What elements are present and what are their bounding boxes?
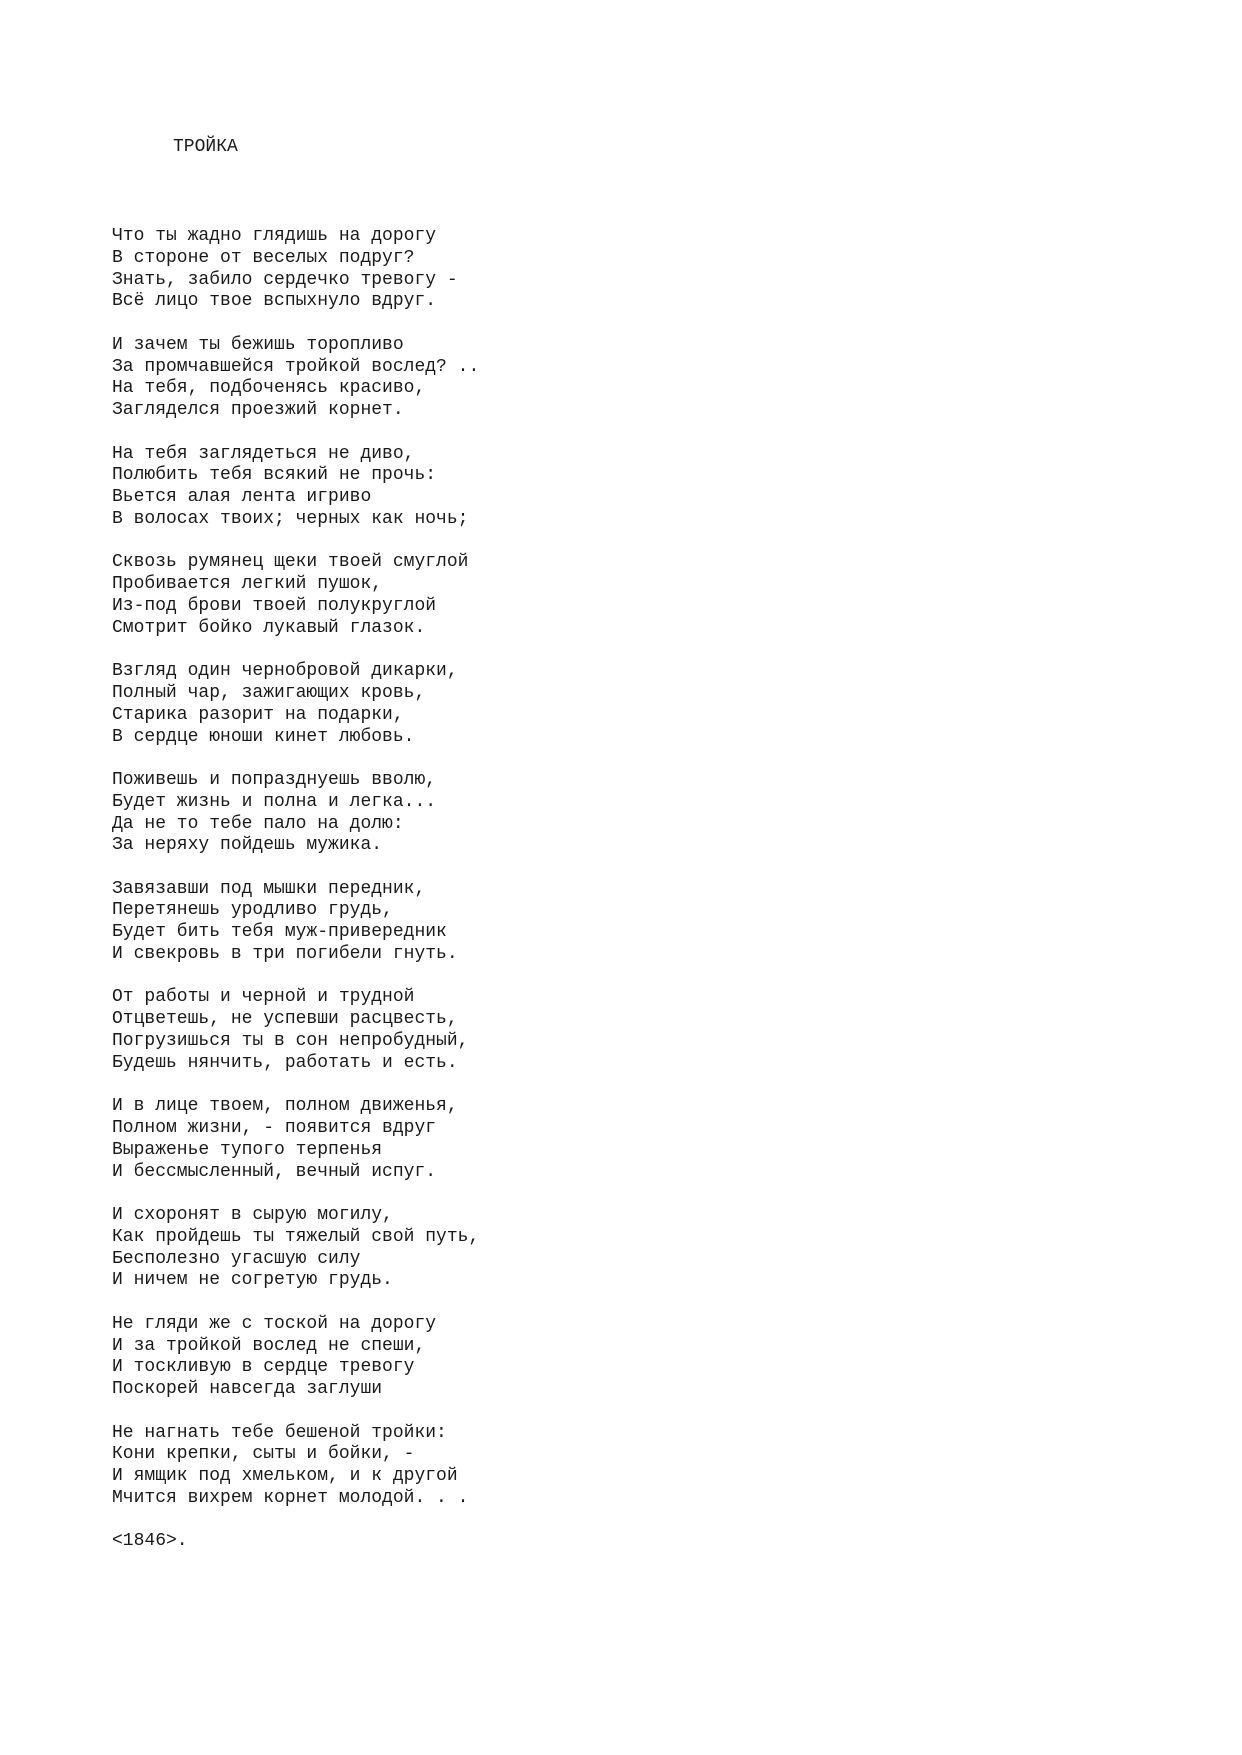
poem-line: На тебя заглядеться не диво, bbox=[112, 443, 415, 464]
poem-line: И за тройкой вослед не спеши, bbox=[112, 1335, 426, 1356]
poem-line: Погрузишься ты в сон непробудный, bbox=[112, 1031, 469, 1052]
poem-line: И ничем не согретую грудь. bbox=[112, 1270, 393, 1291]
poem-line: Что ты жадно глядишь на дорогу bbox=[112, 226, 437, 246]
poem-line: На тебя, подбоченясь красиво, bbox=[112, 378, 426, 399]
poem-line: Как пройдешь ты тяжелый свой путь, bbox=[112, 1226, 480, 1247]
stanza bbox=[112, 1096, 812, 1183]
poem-title: ТРОЙКА bbox=[173, 137, 238, 157]
poem-line: Будет бить тебя муж-привередник bbox=[112, 922, 447, 943]
poem-line: Не нагнать тебе бешеной тройки: bbox=[112, 1422, 447, 1443]
poem-line: Знать, забило сердечко тревогу - bbox=[112, 269, 458, 290]
poem-line: Отцветешь, не успевши расцвесть, bbox=[112, 1009, 458, 1030]
poem-line: Из-под брови твоей полукруглой bbox=[112, 595, 437, 616]
poem-line: Всё лицо твое вспыхнуло вдруг. bbox=[112, 291, 437, 312]
poem-line: Пробивается легкий пушок, bbox=[112, 574, 383, 595]
poem-line: Да не то тебе пало на долю: bbox=[112, 813, 404, 834]
poem-line: От работы и черной и трудной bbox=[112, 987, 415, 1008]
poem-body bbox=[112, 226, 812, 1553]
poem-line: И бессмысленный, вечный испуг. bbox=[112, 1161, 437, 1182]
poem-line: Бесполезно угасшую силу bbox=[112, 1248, 361, 1269]
poem-line: Полном жизни, - появится вдруг bbox=[112, 1118, 437, 1139]
stanza bbox=[112, 226, 812, 313]
stanza bbox=[112, 1314, 812, 1401]
stanza bbox=[112, 1423, 812, 1510]
poem-line: Поживешь и попразднуешь вволю, bbox=[112, 769, 437, 790]
poem-line: В сердце юноши кинет любовь. bbox=[112, 726, 415, 747]
stanza bbox=[112, 1205, 812, 1292]
poem-line: Загляделся проезжий корнет. bbox=[112, 400, 404, 421]
poem-line: Мчится вихрем корнет молодой. . . bbox=[112, 1487, 469, 1508]
poem-line: И зачем ты бежишь торопливо bbox=[112, 334, 404, 355]
poem-line: Будет жизнь и полна и легка... bbox=[112, 791, 437, 812]
poem-line: В стороне от веселых подруг? bbox=[112, 247, 415, 268]
poem-line: В волосах твоих; черных как ночь; bbox=[112, 508, 469, 529]
poem-line: Не гляди же с тоской на дорогу bbox=[112, 1313, 437, 1334]
poem-line: Полюбить тебя всякий не прочь: bbox=[112, 465, 437, 486]
poem-line: Вьется алая лента игриво bbox=[112, 487, 372, 508]
poem-line: Смотрит бойко лукавый глазок. bbox=[112, 617, 426, 638]
stanza bbox=[112, 552, 812, 639]
stanza bbox=[112, 770, 812, 857]
poem-line: И в лице твоем, полном движенья, bbox=[112, 1096, 458, 1117]
poem-line: Завязавши под мышки передник, bbox=[112, 878, 426, 899]
poem-line: И тоскливую в сердце тревогу bbox=[112, 1357, 415, 1378]
poem-line: Перетянешь уродливо грудь, bbox=[112, 900, 393, 921]
poem-line: Будешь нянчить, работать и есть. bbox=[112, 1052, 458, 1073]
stanza bbox=[112, 661, 812, 748]
poem-line: И схоронят в сырую могилу, bbox=[112, 1205, 393, 1226]
poem-line: И свекровь в три погибели гнуть. bbox=[112, 944, 458, 965]
poem-line: Сквозь румянец щеки твоей смуглой bbox=[112, 552, 469, 573]
stanza bbox=[112, 444, 812, 531]
poem-line: Взгляд один чернобровой дикарки, bbox=[112, 661, 458, 682]
poem-line: Выраженье тупого терпенья bbox=[112, 1139, 383, 1160]
stanza bbox=[112, 879, 812, 966]
poem-line: И ямщик под хмельком, и к другой bbox=[112, 1466, 458, 1487]
stanza bbox=[112, 987, 812, 1074]
stanza bbox=[112, 335, 812, 422]
poem-line: За промчавшейся тройкой вослед? .. bbox=[112, 356, 480, 377]
poem-line: Кони крепки, сыты и бойки, - bbox=[112, 1444, 415, 1465]
poem-line: Поскорей навсегда заглуши bbox=[112, 1379, 383, 1400]
poem-line: Старика разорит на подарки, bbox=[112, 704, 404, 725]
poem-date: <1846>. bbox=[112, 1531, 188, 1552]
poem-line: За неряху пойдешь мужика. bbox=[112, 835, 383, 856]
poem-line: Полный чар, зажигающих кровь, bbox=[112, 682, 426, 703]
